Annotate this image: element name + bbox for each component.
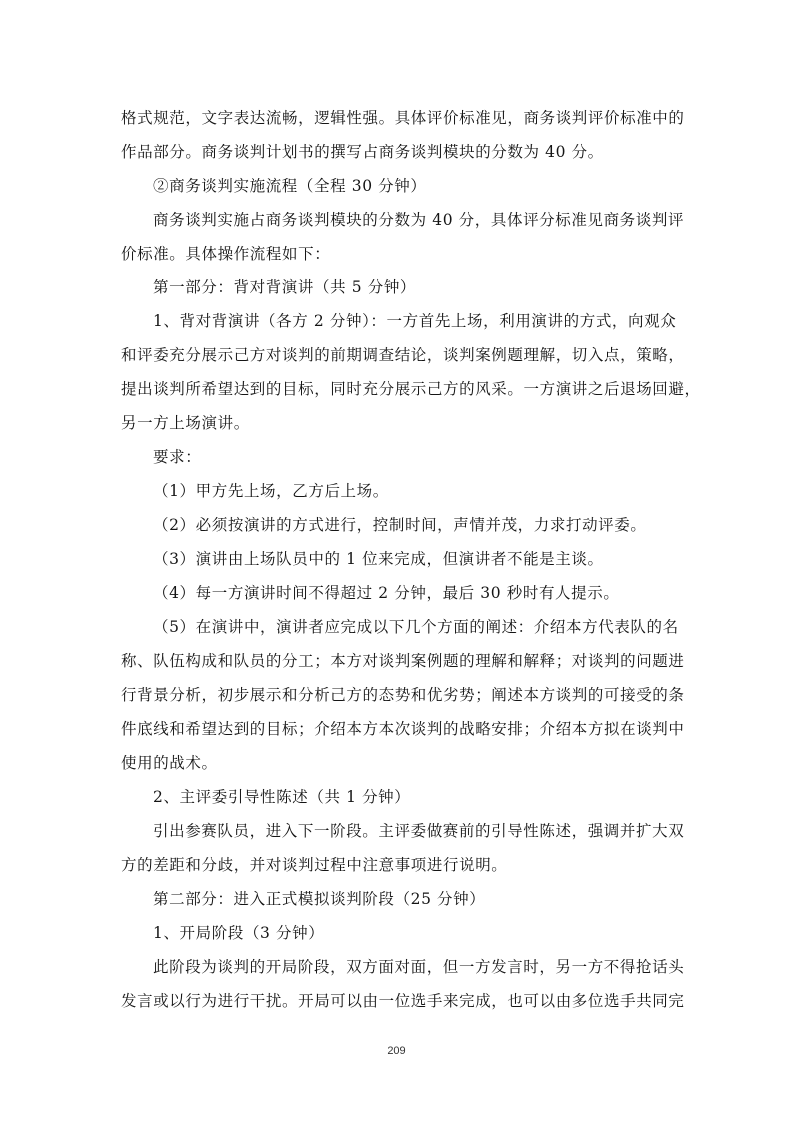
body-text-line: 使用的战术。 (121, 754, 218, 772)
list-item: （1）甲方先上场，乙方后上场。 (153, 482, 389, 500)
body-text-line: 行背景分析，初步展示和分析己方的态势和优劣势；阐述本方谈判的可接受的条 (121, 686, 685, 704)
body-text-line: 另一方上场演讲。 (121, 414, 250, 432)
body-text-line: 1、背对背演讲（各方 2 分钟）：一方首先上场，利用演讲的方式，向观众 (153, 312, 677, 330)
body-text-line: 此阶段为谈判的开局阶段，双方面对面，但一方发言时，另一方不得抢话头 (153, 958, 685, 976)
list-item: （2）必须按演讲的方式进行，控制时间，声情并茂，力求打动评委。 (153, 516, 647, 534)
page-number: 209 (387, 1045, 406, 1057)
body-text-line: 作品部分。商务谈判计划书的撰写占商务谈判模块的分数为 40 分。 (121, 143, 604, 161)
list-item: （5）在演讲中，演讲者应完成以下几个方面的阐述：介绍本方代表队的名 (153, 618, 679, 636)
section-heading: ②商务谈判实施流程（全程 30 分钟） (153, 177, 427, 195)
body-text-line: 格式规范，文字表达流畅，逻辑性强。具体评价标准见，商务谈判评价标准中的 (121, 109, 685, 127)
body-text-line: 引出参赛队员，进入下一阶段。主评委做赛前的引导性陈述，强调并扩大双 (153, 822, 685, 840)
section-heading: 2、主评委引导性陈述（共 1 分钟） (153, 788, 411, 806)
body-text-line: 发言或以行为进行干扰。开局可以由一位选手来完成，也可以由多位选手共同完 (121, 992, 685, 1010)
body-text-line: 方的差距和分歧，并对谈判过程中注意事项进行说明。 (121, 856, 508, 874)
body-text-line: 提出谈判所希望达到的目标，同时充分展示己方的风采。一方演讲之后退场回避， (121, 380, 701, 398)
body-text-line: 件底线和希望达到的目标；介绍本方本次谈判的战略安排；介绍本方拟在谈判中 (121, 720, 685, 738)
body-text-line: 称、队伍构成和队员的分工；本方对谈判案例题的理解和解释；对谈判的问题进 (121, 652, 685, 670)
list-item: （4）每一方演讲时间不得超过 2 分钟，最后 30 秒时有人提示。 (153, 584, 620, 602)
section-heading: 第一部分：背对背演讲（共 5 分钟） (153, 278, 417, 296)
body-text-line: 和评委充分展示己方对谈判的前期调查结论，谈判案例题理解，切入点，策略， (121, 346, 685, 364)
section-heading: 1、开局阶段（3 分钟） (153, 924, 325, 942)
body-text-line: 要求： (153, 448, 202, 466)
body-text-line: 价标准。具体操作流程如下： (121, 245, 331, 263)
section-heading: 第二部分：进入正式模拟谈判阶段（25 分钟） (153, 890, 486, 908)
body-text-line: 商务谈判实施占商务谈判模块的分数为 40 分，具体评分标准见商务谈判评 (153, 211, 685, 229)
list-item: （3）演讲由上场队员中的 1 位来完成，但演讲者不能是主谈。 (153, 550, 604, 568)
